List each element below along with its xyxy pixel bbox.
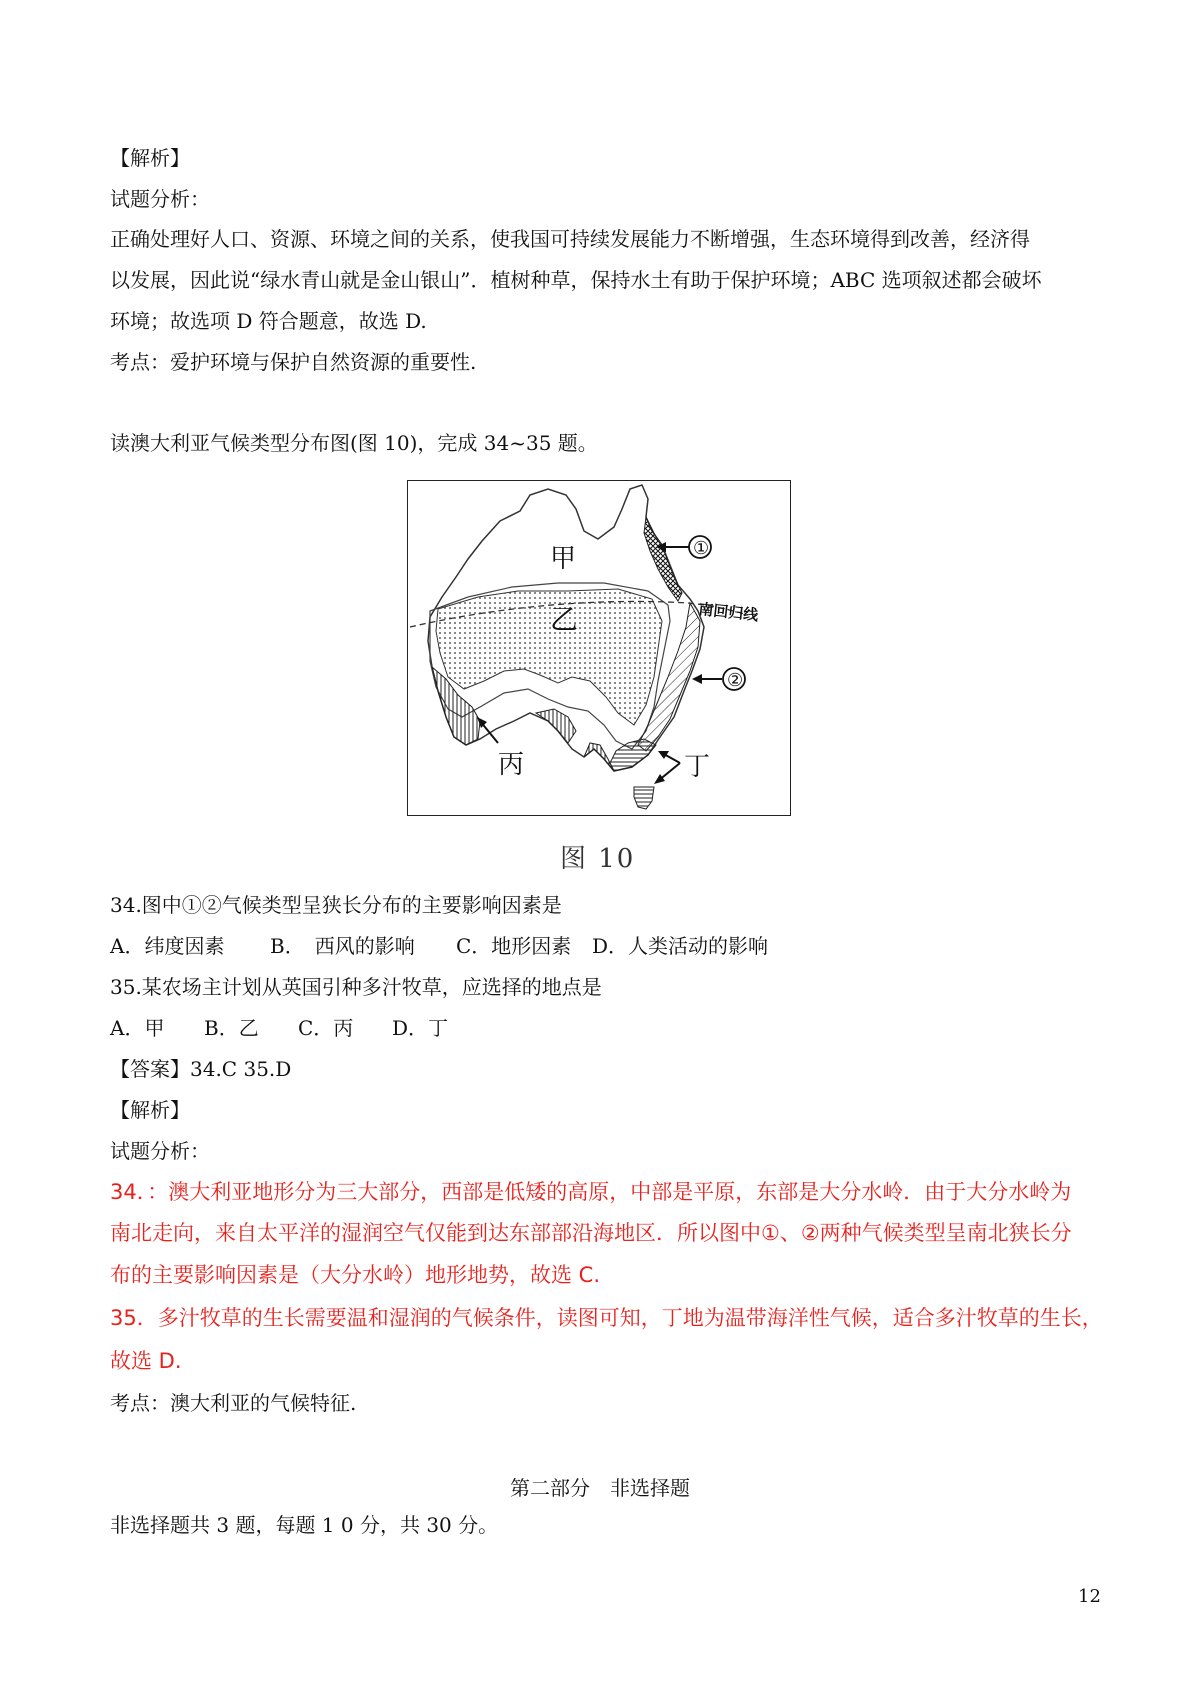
map-svg xyxy=(408,481,792,817)
red-analysis-line: 布的主要影响因素是（大分水岭）地形地势，故选 C. xyxy=(110,1263,601,1287)
australia-climate-map xyxy=(407,480,791,816)
analysis-line: 正确处理好人口、资源、环境之间的关系，使我国可持续发展能力不断增强，生态环境得到改善，经济得 xyxy=(110,227,1030,251)
q34-option-b: B． 西风的影响 xyxy=(270,934,415,958)
tasmania xyxy=(634,787,654,809)
part2-desc: 非选择题共 3 题，每题 1 0 分，共 30 分。 xyxy=(110,1513,499,1537)
q34-option-c: C．地形因素 xyxy=(456,934,572,958)
answer: 【答案】34.C 35.D xyxy=(110,1057,292,1081)
label-one: ① xyxy=(693,538,710,559)
q35-option-d: D．丁 xyxy=(392,1016,449,1040)
label-two: ② xyxy=(727,670,744,691)
analysis-line: 以发展，因此说“绿水青山就是金山银山”．植树种草，保持水土有助于保护环境；ABC 选项叙述都会破坏 xyxy=(110,268,1042,292)
analysis-heading: 【解析】 xyxy=(110,146,190,170)
red-analysis-line: 34．：澳大利亚地形分为三大部分，西部是低矮的高原，中部是平原，东部是大分水岭．由于大分水岭为 xyxy=(110,1180,1072,1204)
red-analysis-line: 南北走向，来自太平洋的湿润空气仅能到达东部部沿海地区．所以图中①、②两种气候类型呈南北狭长分 xyxy=(110,1221,1072,1245)
q34-option-a: A．纬度因素 xyxy=(110,934,225,958)
page-number: 12 xyxy=(1078,1586,1101,1607)
q35-options xyxy=(110,1015,448,1041)
label-bing: 丙 xyxy=(498,750,525,780)
q34-stem: 34.图中①②气候类型呈狭长分布的主要影响因素是 xyxy=(110,893,562,917)
kaodian: 考点：爱护环境与保护自然资源的重要性. xyxy=(110,350,477,374)
label-yi: 乙 xyxy=(550,603,579,636)
red-analysis-line: 35．多汁牧草的生长需要温和湿润的气候条件，读图可知，丁地为温带海洋性气候，适合多汁牧草的生长， xyxy=(110,1306,1103,1330)
question-intro: 读澳大利亚气候类型分布图(图 10)，完成 34~35 题。 xyxy=(110,431,598,455)
figure-caption: 图 10 xyxy=(560,844,636,874)
label-tropic: 南回归线 xyxy=(697,600,760,625)
analysis-sub: 试题分析： xyxy=(110,1139,210,1163)
label-jia: 甲 xyxy=(550,544,577,574)
analysis-heading: 【解析】 xyxy=(110,1098,190,1122)
q35-option-a: A．甲 xyxy=(110,1016,165,1040)
q35-stem: 35.某农场主计划从英国引种多汁牧草，应选择的地点是 xyxy=(110,975,602,999)
q35-option-c: C．丙 xyxy=(298,1016,354,1040)
q34-option-d: D．人类活动的影响 xyxy=(592,934,769,958)
q34-options xyxy=(110,933,768,959)
kaodian: 考点：澳大利亚的气候特征. xyxy=(110,1391,357,1415)
analysis-line: 环境；故选项 D 符合题意，故选 D. xyxy=(110,309,427,333)
part2-title: 第二部分 非选择题 xyxy=(510,1476,690,1500)
label-ding: 丁 xyxy=(684,752,711,782)
analysis-sub: 试题分析： xyxy=(110,187,210,211)
red-analysis-line: 故选 D. xyxy=(110,1349,182,1373)
q35-option-b: B．乙 xyxy=(204,1016,259,1040)
